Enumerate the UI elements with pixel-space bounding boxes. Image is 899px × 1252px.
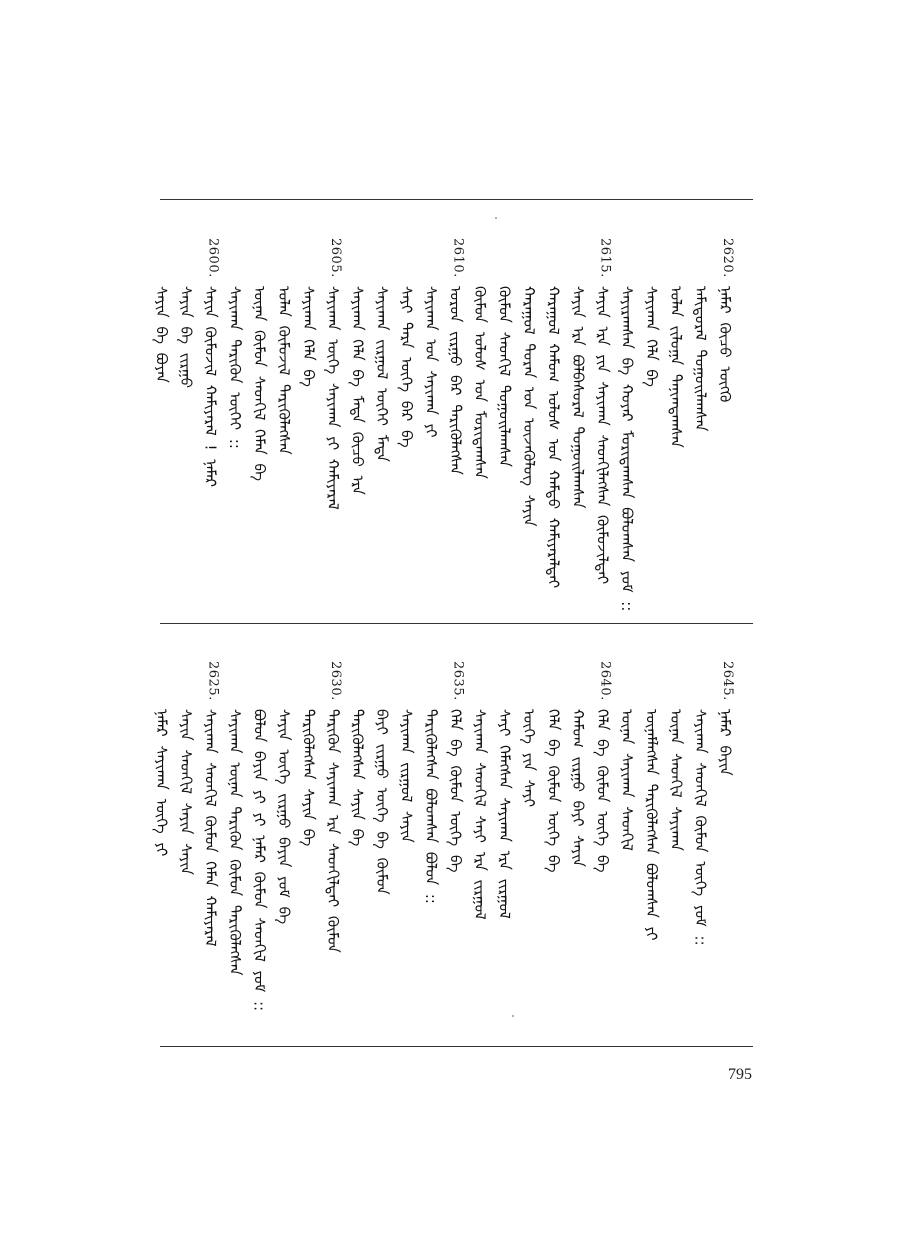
verse-line: ᠦᠨᠡᠨ ᠰᠠᠶᠢᠬᠠᠨ ᠰᠡᠳᠬᠢᠯ [618,709,636,851]
verse-column [495,661,515,1041]
verse-column [201,661,221,1041]
verse-column [397,238,417,618]
verse-column [323,661,343,1041]
verse-line: ᠨᠡᠮᠡᠷ ᠪᠠᠶᠢᠨ [716,709,734,776]
verse-column [421,661,441,1041]
verse-column [274,661,294,1041]
verse-column [250,238,270,618]
verse-line: ᠰᠠᠶᠢᠷᠠᠭᠰᠠᠨ ᠪᠡ ᠬᠣᠶᠠᠷ ᠮᠣᠷᠢᠳᠠᠭᠰᠠᠨ ᠪᠣᠯᠤᠭᠰᠠᠨ ᠶᠤᠮ :: [618,286,636,612]
verse-column [470,238,490,618]
verse-line: ᠰᠠᠶᠢᠬᠠᠨ ᠦᠨᠡᠨ ᠲᠡᠷᠢᠭᠦᠨ ᠬᠦᠮᠦᠨ ᠲᠡᠷᠢᠭᠦᠯᠡᠭᠰᠡᠨ [226,709,244,976]
verse-number: 2620. [720,238,735,278]
verse-column [568,661,588,1041]
verse-column [519,661,539,1041]
verse-number: 2645. [720,661,735,701]
verse-line: ᠰᠠᠶᠢᠨ ᠪᠠ ᠪᠤᠶᠠᠨ [152,286,171,383]
verse-number: 2605. [328,238,343,278]
verse-line: ᠲᠡᠷᠢᠭᠦᠯᠡᠭᠰᠡᠨ ᠰᠠᠶᠢᠨ ᠪᠠ [299,709,318,847]
verse-column [642,661,662,1041]
verse-line: ᠰᠠᠶᠢᠨ ᠪᠠ ᠵᠢᠷᠭᠤ [177,286,195,388]
verse-line: ᠪᠣᠯᠤᠨ ᠪᠠᠶᠢᠨ ᠶᠢ ᠶᠢ ᠨᠡᠮᠡᠷ ᠬᠦᠮᠦᠨ ᠰᠡᠳᠬᠢᠯ ᠶᠤᠮ :: [250,709,269,1012]
verse-column [617,661,637,1041]
verse-line: ᠰᠠᠶᠢᠬᠠᠨ ᠤᠨ ᠰᠠᠶᠢᠬᠠᠨ ᠶᠢ [422,286,440,438]
verse-line: ᠰᠠᠶᠢᠨ ᠡᠷᠡ ᠶᠢᠨ ᠰᠠᠶᠢᠬᠠᠨ ᠰᠡᠳᠬᠢᠯᠡᠭᠰᠡᠨ ᠬᠦᠮᠦᠵᠢᠯᠲᠡᠢ [593,286,612,585]
verse-line: ᠰᠠᠶᠢᠬᠠᠨ ᠦᠭᠡ ᠰᠠᠶᠢᠬᠠᠨ ᠶᠢ ᠬᠠᠮᠢᠶᠠᠷᠠᠯ [324,286,342,510]
verse-column [421,238,441,618]
verse-line: ᠰᠠᠶᠢᠬᠠᠨ ᠵᠢᠷᠭᠤᠯ ᠰᠠᠶᠢᠨ [397,709,416,843]
verse-column [544,238,564,618]
verse-column [176,661,196,1041]
verse-column [274,238,294,618]
verse-column [666,238,686,618]
verse-line: ᠲᠡᠷᠢᠭᠦᠯᠡᠭᠰᠡᠨ ᠰᠠᠶᠢᠨ ᠪᠠ [348,709,367,847]
verse-line: ᠰᠠᠶᠢᠬᠠᠨ ᠰᠡᠳᠬᠢᠯ ᠰᠠᠶᠢ ᠡᠷᠡ ᠵᠢᠷᠭᠤᠯ [471,709,489,920]
verse-line: ᠬᠠᠷᠠᠭᠤᠯ ᠬᠠᠮᠤᠭ ᠤᠯᠤᠰ ᠤᠨ ᠬᠠᠮᠲᠤ ᠬᠠᠮᠢᠶᠠᠷᠠᠯᠲᠠᠢ [544,286,563,589]
verse-line: ᠣᠯᠠᠨ ᠵᠢᠯᠤᠭᠠ ᠲᠠᠨᠢᠭᠳᠠᠭᠰᠠᠨ [667,286,685,448]
verse-line: ᠤᠷᠤᠨ ᠵᠢᠷᠭᠤ ᠪᠡᠷ ᠲᠡᠷᠢᠭᠦᠯᠡᠭᠰᠡᠨ [446,286,465,475]
verse-line: ᠦᠭᠡ ᠶᠢᠨ ᠰᠠᠶᠢ [520,709,538,808]
verse-column [593,661,613,1041]
verse-line: ᠬᠡᠯᠡ ᠪᠡ ᠬᠦᠮᠦᠨ ᠦᠭᠡ ᠪᠠ [446,709,465,873]
verse-line: ᠰᠠᠶᠢᠬᠠᠨ ᠰᠡᠳᠬᠢᠯ ᠬᠦᠮᠦᠨ ᠬᠡᠮᠡᠨ ᠬᠠᠮᠢᠶᠠᠷᠠᠯ [201,709,220,947]
verse-column [568,238,588,618]
verse-column [372,238,392,618]
verse-column [397,661,417,1041]
verse-column [446,238,466,618]
verse-column [225,238,245,618]
verse-line: ᠨᠡᠮᠡᠷ ᠰᠠᠶᠢᠬᠠᠨ ᠦᠭᠡ ᠶᠢ [152,709,171,857]
verse-block-top [152,238,753,618]
verse-column [666,661,686,1041]
verse-column [225,661,245,1041]
verse-line: ᠨᠡᠮᠡᠷ ᠬᠦᠴᠦ ᠦᠭᠭᠦ [716,286,734,403]
verse-line: ᠰᠠᠶᠢ ᠲᠡᠷᠡ ᠦᠭᠡ ᠪᠡᠷ ᠪᠠ [397,286,416,448]
top-rule [160,199,753,200]
verse-number: 2635. [450,661,466,701]
verse-column [348,238,368,618]
verse-column [519,238,539,618]
verse-line: ᠰᠠᠶᠢᠬᠠᠨ ᠬᠡᠯᠡ ᠪᠡ [299,286,318,387]
verse-line: ᠬᠠᠷᠠᠭᠤᠯ ᠳᠤᠷᠠᠨ ᠤᠨ ᠦᠵᠡᠭᠦᠯᠦᠭ ᠰᠠᠶᠢᠨ [520,286,538,527]
verse-column [176,238,196,618]
verse-line: ᠰᠠᠶᠢᠬᠠᠨ ᠰᠡᠳᠬᠢᠯ ᠬᠦᠮᠦᠨ ᠦᠭᠡ ᠶᠤᠮ :: [691,709,710,946]
verse-line: ᠦᠨᠡᠨ ᠰᠡᠳᠬᠢᠯ ᠰᠠᠶᠢᠬᠠᠨ [667,709,685,851]
verse-line: ᠲᠡᠷᠢᠭᠦᠨ ᠰᠠᠶᠢᠬᠠᠨ ᠡᠷᠡ ᠰᠡᠳᠬᠢᠯᠲᠡᠢ ᠬᠦᠮᠦᠨ [324,709,342,953]
verse-line: ᠤᠯᠠᠨ ᠬᠦᠮᠦᠵᠢᠯ ᠲᠡᠷᠢᠭᠦᠯᠡᠭᠰᠡᠨ [275,286,293,455]
verse-number: 2625. [205,661,221,701]
bottom-rule [160,1046,753,1047]
verse-column [691,661,711,1041]
verse-line: ᠰᠠᠶᠢᠬᠠᠨ ᠬᠡᠯᠡ ᠪᠡ ᠮᠡᠳᠡ ᠬᠦᠴᠦ ᠡᠷᠡ [348,286,367,495]
verse-column [323,238,343,618]
verse-line: ᠰᠠᠶᠢᠬᠠᠨ ᠬᠡᠯᠡ ᠪᠡ [642,286,661,387]
verse-line: ᠲᠡᠷᠢᠭᠦᠯᠡᠭᠰᠡᠨ ᠪᠣᠯᠤᠭᠰᠠᠨ ᠪᠣᠯᠤᠨ :: [422,709,440,904]
verse-line: ᠬᠠᠮᠤᠭ ᠵᠢᠷᠭᠤ ᠪᠠᠶᠢ ᠰᠠᠶᠢᠨ [569,709,587,867]
verse-column [152,661,172,1041]
verse-line: ᠬᠦᠮᠦᠨ ᠰᠡᠳᠬᠢᠯ ᠳᠤᠭᠤᠢᠯᠠᠭᠰᠠᠨ [495,286,514,467]
middle-rule [160,623,753,624]
verse-block-bottom [152,661,753,1041]
page-number: 795 [728,1066,752,1083]
verse-column [715,238,735,618]
verse-column [446,661,466,1041]
verse-column [617,238,637,618]
scan-speck [495,217,497,219]
verse-number: 2615. [597,238,613,278]
verse-column [250,661,270,1041]
verse-number: 2630. [328,661,343,701]
verse-column [642,238,662,618]
verse-line: ᠬᠡᠯᠡ ᠪᠡ ᠬᠦᠮᠦᠨ ᠦᠭᠡ ᠪᠠ [593,709,612,873]
verse-column [691,238,711,618]
verse-line: ᠰᠠᠶᠢᠨ ᠦᠭᠡ ᠵᠢᠷᠭᠤ ᠪᠠᠶᠢᠨ ᠶᠤᠮ ᠪᠠ [275,709,293,925]
verse-number: 2610. [450,238,466,278]
verse-line: ᠰᠠᠶᠢ ᠬᠡᠮᠡᠭᠰᠡᠨ ᠰᠠᠶᠢᠬᠠᠨ ᠡᠷᠡ ᠵᠢᠷᠭᠤᠯ [495,709,514,919]
verse-column [372,661,392,1041]
verse-column [495,238,515,618]
verse-line: ᠠᠮᠢᠳᠤᠷᠠᠯ ᠳᠤᠭᠤᠢᠯᠠᠭᠰᠠᠨ [691,286,710,432]
verse-line: ᠰᠠᠶᠢᠨ ᠬᠦᠮᠦᠵᠢᠯ ᠬᠠᠮᠢᠶᠠᠷᠠᠯ ! ᠨᠡᠮᠡᠷ [201,286,220,487]
verse-column [593,238,613,618]
verse-column [348,661,368,1041]
verse-number: 2600. [205,238,221,278]
verse-line: ᠦᠨᠡᠮᠯᠡᠭᠰᠡᠨ ᠲᠡᠷᠢᠭᠦᠯᠡᠭᠰᠡᠨ ᠪᠣᠯᠤᠭᠰᠠᠨ ᠶᠢ [642,709,661,941]
verse-line: ᠬᠡᠯᠡ ᠪᠡ ᠬᠦᠮᠦᠨ ᠦᠭᠡ ᠪᠠ [544,709,563,873]
verse-column [299,661,319,1041]
verse-column [544,661,564,1041]
verse-column [299,238,319,618]
verse-line: ᠰᠠᠶᠢᠨ ᠡᠷᠡ ᠪᠣᠯᠪᠠᠰᠤᠷᠠᠯ ᠳᠤᠭᠤᠢᠯᠠᠭᠰᠠᠨ [569,286,587,509]
verse-line: ᠦᠨᠡᠨ ᠬᠦᠮᠦᠨ ᠰᠡᠳᠬᠢᠯ ᠬᠡᠮᠡᠨ ᠪᠠ [250,286,269,482]
verse-column [470,661,490,1041]
verse-line: ᠰᠠᠶᠢᠨ ᠰᠡᠳᠬᠢᠯ ᠰᠠᠶᠢᠨ ᠰᠠᠶᠢᠨ [177,709,195,875]
verse-column [715,661,735,1041]
verse-line: ᠪᠠᠶᠢ ᠵᠢᠷᠭᠤ ᠦᠭᠡ ᠪᠡ ᠬᠦᠮᠦᠨ [373,709,391,895]
verse-line: ᠰᠠᠶᠢᠬᠠᠨ ᠲᠡᠷᠢᠭᠦᠨ ᠦᠭᠡᠢ :: [226,286,244,449]
verse-line: ᠰᠠᠶᠢᠬᠠᠨ ᠵᠢᠷᠭᠤᠯ ᠦᠭᠡᠢ ᠮᠡᠳᠡ [373,286,391,462]
verse-number: 2640. [597,661,613,701]
verse-column [201,238,221,618]
verse-column [152,238,172,618]
verse-line: ᠬᠦᠮᠦᠨ ᠤᠯᠤᠰ ᠤᠨ ᠮᠣᠷᠢᠳᠠᠭᠰᠠᠨ [471,286,489,479]
